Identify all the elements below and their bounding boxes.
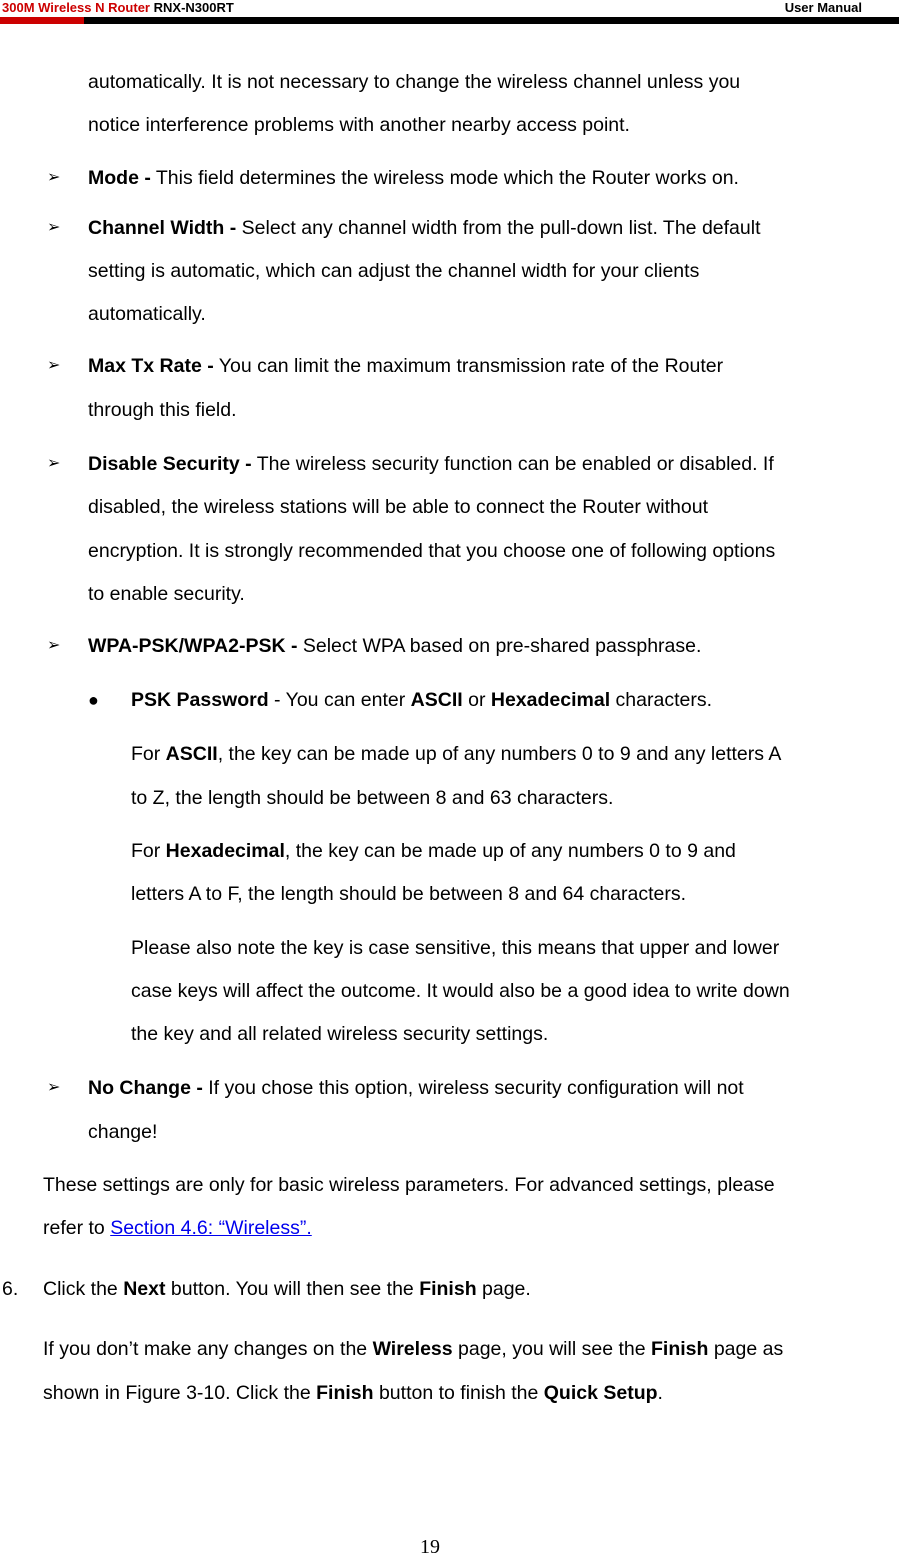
header-title <box>2 0 234 15</box>
psk-hex: Hexadecimal <box>490 689 611 711</box>
finish-para-text-1: If you don’t make any changes on the <box>43 1338 373 1360</box>
finish-para-finish-2: Finish <box>316 1382 374 1404</box>
psk-text-3: characters. <box>610 689 712 711</box>
finish-para-quick-setup: Quick Setup <box>543 1382 658 1404</box>
settings-para-line-1: These settings are only for basic wireless parameters. For advanced settings, please <box>43 1174 775 1196</box>
header-user-manual: User Manual <box>784 0 862 15</box>
ascii-para-line-2: to Z, the length should be between 8 and 63 characters. <box>131 787 614 809</box>
max-tx-text-2: through this field. <box>88 399 237 421</box>
psk-text-2: or <box>462 689 491 711</box>
psk-text-1: - You can enter <box>268 689 411 711</box>
mode-term: Mode - <box>88 167 151 189</box>
no-change-text-2: change! <box>88 1121 158 1143</box>
hex-para-text: , the key can be made up of any numbers 0 to 9 and <box>284 840 736 862</box>
wpa-item <box>88 634 701 658</box>
step-6-text <box>43 1277 531 1301</box>
intro-line-2: notice interference problems with another nearby access point. <box>88 114 630 136</box>
hex-para-line-2: letters A to F, the length should be between 8 and 64 characters. <box>131 883 687 905</box>
section-wireless-link[interactable]: Section 4.6: “Wireless”. <box>110 1217 312 1239</box>
bullet-arrow-icon: ➢ <box>47 169 61 186</box>
ascii-para-bold: ASCII <box>165 743 218 765</box>
step-6-text-3: page. <box>476 1278 531 1300</box>
finish-para-line-2 <box>43 1381 663 1405</box>
header-model: RNX-N300RT <box>153 0 234 15</box>
header-brand: 300M Wireless N Router <box>2 0 150 15</box>
no-change-term: No Change - <box>88 1077 203 1099</box>
step-6-finish: Finish <box>419 1278 477 1300</box>
channel-width-text-3: automatically. <box>88 303 206 325</box>
page-number: 19 <box>420 1536 440 1558</box>
ascii-para-pre: For <box>131 743 166 765</box>
wpa-text: Select WPA based on pre-shared passphrase. <box>297 635 702 657</box>
intro-line-1: automatically. It is not necessary to change the wireless channel unless you <box>88 71 741 93</box>
settings-para-pre: refer to <box>43 1217 111 1239</box>
step-number: 6. <box>2 1278 19 1300</box>
finish-para-wireless: Wireless <box>372 1338 453 1360</box>
bullet-arrow-icon: ➢ <box>47 455 61 472</box>
channel-width-term: Channel Width - <box>88 217 237 239</box>
ascii-para-line-1 <box>131 742 781 766</box>
disable-security-text-3: encryption. It is strongly recommended that you choose one of following options <box>88 540 776 562</box>
bullet-dot-icon: ● <box>88 690 99 710</box>
disable-security-item <box>88 452 774 476</box>
finish-para-text-6: . <box>657 1382 663 1404</box>
bullet-arrow-icon: ➢ <box>47 1079 61 1096</box>
max-tx-item <box>88 354 723 378</box>
disable-security-text-1: The wireless security function can be enabled or disabled. If <box>251 453 774 475</box>
wpa-term: WPA-PSK/WPA2-PSK - <box>88 635 298 657</box>
disable-security-text-2: disabled, the wireless stations will be able to connect the Router without <box>88 496 709 518</box>
bullet-arrow-icon: ➢ <box>47 357 61 374</box>
step-6-text-2: button. You will then see the <box>165 1278 420 1300</box>
disable-security-term: Disable Security - <box>88 453 252 475</box>
finish-para-text-3: page as <box>708 1338 784 1360</box>
bullet-arrow-icon: ➢ <box>47 637 61 654</box>
mode-item <box>88 166 739 190</box>
note-para-line-2: case keys will affect the outcome. It would also be a good idea to write down <box>131 980 790 1002</box>
channel-width-item <box>88 216 761 240</box>
mode-text: This field determines the wireless mode which the Router works on. <box>150 167 739 189</box>
finish-para-finish: Finish <box>650 1338 709 1360</box>
psk-item <box>131 688 712 712</box>
channel-width-text-1: Select any channel width from the pull-down list. The default <box>236 217 761 239</box>
psk-ascii: ASCII <box>410 689 463 711</box>
max-tx-term: Max Tx Rate - <box>88 355 214 377</box>
note-para-line-3: the key and all related wireless security settings. <box>131 1023 549 1045</box>
hex-para-line-1 <box>131 839 736 863</box>
finish-para-text-5: button to finish the <box>373 1382 544 1404</box>
psk-term: PSK Password <box>131 689 269 711</box>
max-tx-text-1: You can limit the maximum transmission rate of the Router <box>213 355 724 377</box>
bullet-arrow-icon: ➢ <box>47 219 61 236</box>
finish-para-line-1 <box>43 1337 783 1361</box>
no-change-item <box>88 1076 744 1100</box>
header-rule-red <box>0 17 84 24</box>
ascii-para-text: , the key can be made up of any numbers 0 to 9 and any letters A <box>217 743 782 765</box>
step-6-next: Next <box>123 1278 166 1300</box>
finish-para-text-2: page, you will see the <box>452 1338 651 1360</box>
hex-para-bold: Hexadecimal <box>165 840 285 862</box>
finish-para-text-4: shown in Figure 3-10. Click the <box>43 1382 317 1404</box>
settings-para-line-2 <box>43 1216 312 1240</box>
hex-para-pre: For <box>131 840 166 862</box>
note-para-line-1: Please also note the key is case sensitive, this means that upper and lower <box>131 937 780 959</box>
channel-width-text-2: setting is automatic, which can adjust the channel width for your clients <box>88 260 700 282</box>
no-change-text-1: If you chose this option, wireless security configuration will not <box>202 1077 744 1099</box>
header-rule-black <box>84 17 899 24</box>
disable-security-text-4: to enable security. <box>88 583 245 605</box>
step-6-text-1: Click the <box>43 1278 124 1300</box>
